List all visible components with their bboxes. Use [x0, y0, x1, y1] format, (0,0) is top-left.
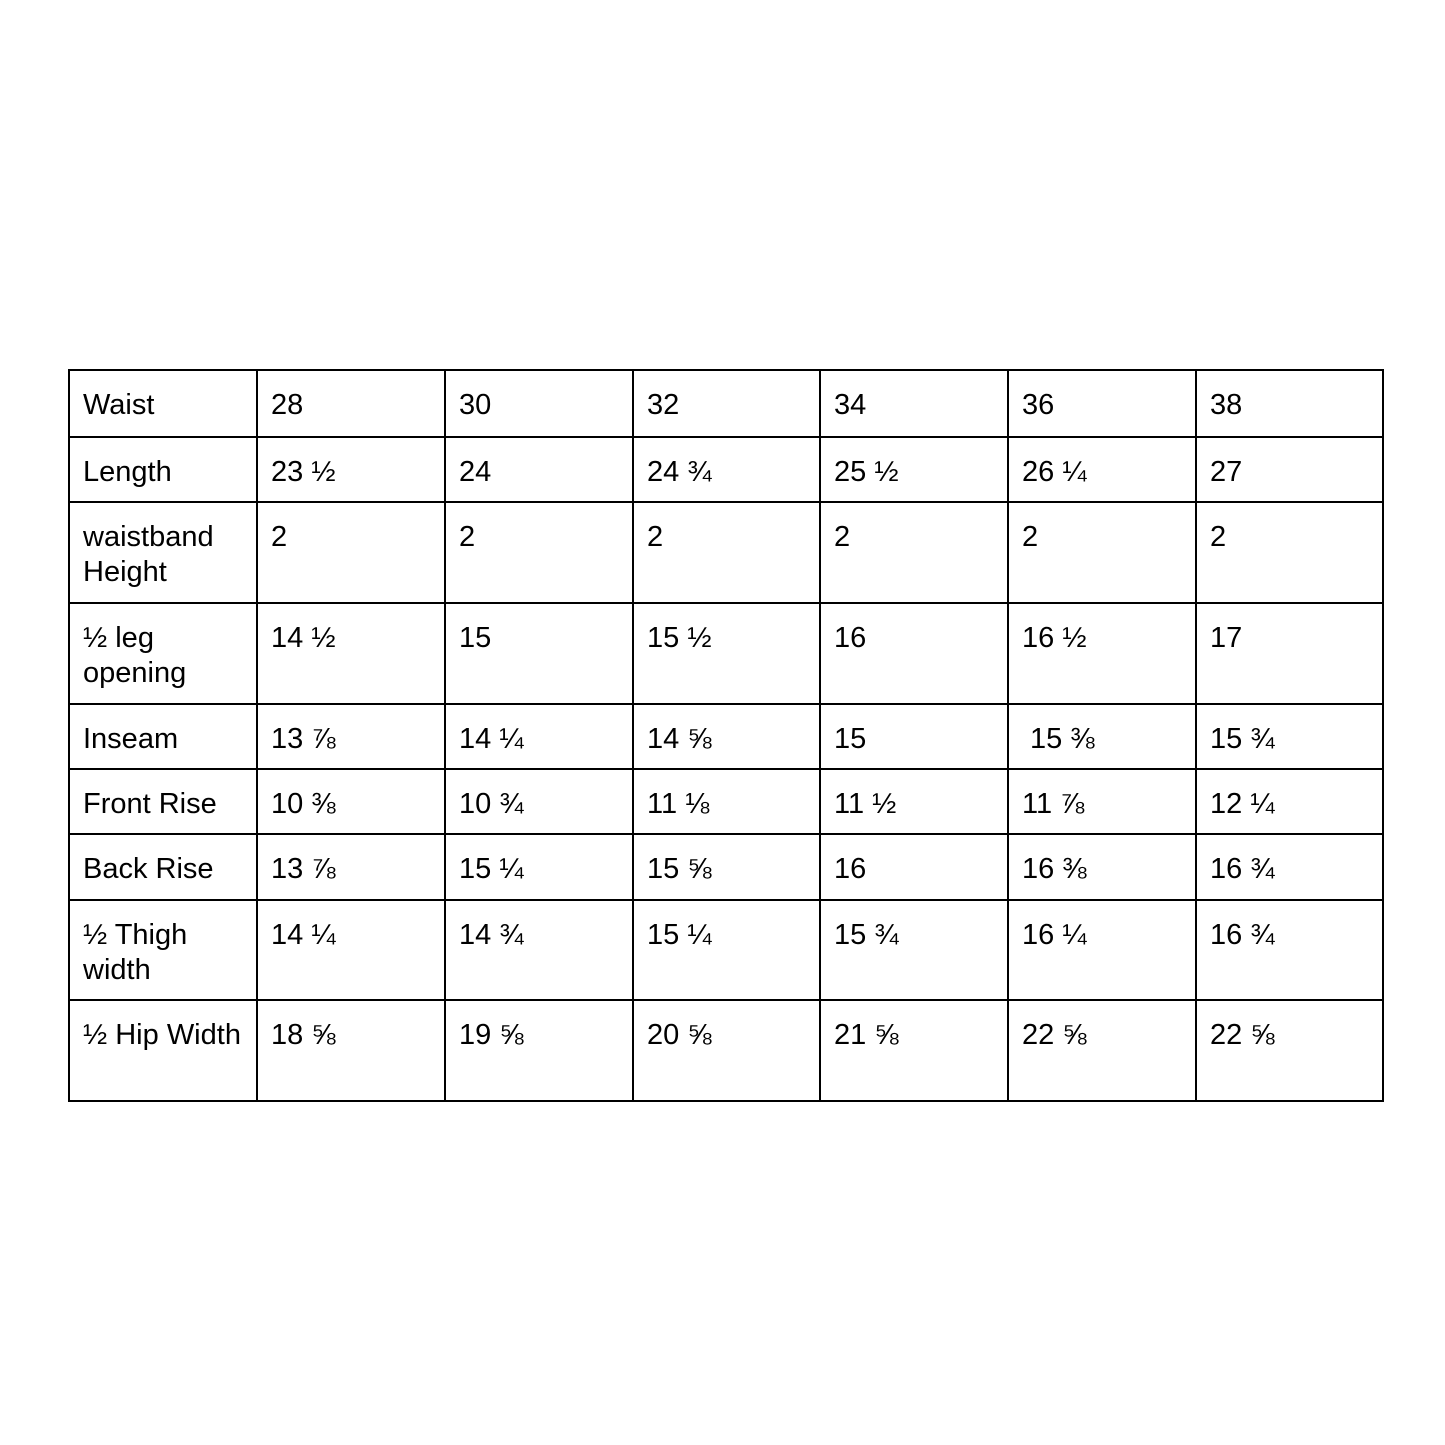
table-cell: 38 — [1196, 370, 1383, 437]
table-cell: 2 — [820, 502, 1008, 603]
row-label: Length — [69, 437, 257, 502]
table-cell: 16 — [820, 603, 1008, 704]
table-cell: 14 ⅝ — [633, 704, 820, 769]
table-cell: 15 ¼ — [633, 900, 820, 1000]
table-cell: 16 ⅜ — [1008, 834, 1196, 900]
row-label: ½ Thigh width — [69, 900, 257, 1000]
table-cell: 15 ¾ — [1196, 704, 1383, 769]
table-cell: 21 ⅝ — [820, 1000, 1008, 1101]
table-cell: 15 ⅜ — [1008, 704, 1196, 769]
table-cell: 13 ⅞ — [257, 834, 445, 900]
table-row-hip-width — [69, 1000, 1383, 1101]
row-label: ½ leg opening — [69, 603, 257, 704]
row-label: Inseam — [69, 704, 257, 769]
table-cell: 34 — [820, 370, 1008, 437]
table-cell: 10 ¾ — [445, 769, 633, 834]
table-cell: 16 ½ — [1008, 603, 1196, 704]
table-cell: 10 ⅜ — [257, 769, 445, 834]
table-cell: 14 ¼ — [445, 704, 633, 769]
row-label: ½ Hip Width — [69, 1000, 257, 1101]
size-chart-table — [68, 369, 1384, 1102]
table-row-waistband-height — [69, 502, 1383, 603]
table-cell: 24 ¾ — [633, 437, 820, 502]
table-cell: 15 ½ — [633, 603, 820, 704]
table-cell: 2 — [1196, 502, 1383, 603]
table-cell: 30 — [445, 370, 633, 437]
row-label: Back Rise — [69, 834, 257, 900]
table-cell: 18 ⅝ — [257, 1000, 445, 1101]
table-cell: 13 ⅞ — [257, 704, 445, 769]
table-cell: 14 ½ — [257, 603, 445, 704]
table-cell: 16 ¾ — [1196, 900, 1383, 1000]
table-row-inseam — [69, 704, 1383, 769]
table-cell: 2 — [633, 502, 820, 603]
table-cell: 22 ⅝ — [1196, 1000, 1383, 1101]
table-cell: 11 ⅛ — [633, 769, 820, 834]
table-cell: 11 ½ — [820, 769, 1008, 834]
table-cell: 17 — [1196, 603, 1383, 704]
table-row-thigh-width — [69, 900, 1383, 1000]
table-cell: 27 — [1196, 437, 1383, 502]
table-cell: 32 — [633, 370, 820, 437]
table-cell: 14 ¾ — [445, 900, 633, 1000]
table-cell: 24 — [445, 437, 633, 502]
table-cell: 22 ⅝ — [1008, 1000, 1196, 1101]
table-row-waist — [69, 370, 1383, 437]
table-cell: 2 — [1008, 502, 1196, 603]
table-cell: 26 ¼ — [1008, 437, 1196, 502]
table-cell: 23 ½ — [257, 437, 445, 502]
row-label: Waist — [69, 370, 257, 437]
table-cell: 25 ½ — [820, 437, 1008, 502]
table-cell: 15 — [445, 603, 633, 704]
table-row-back-rise — [69, 834, 1383, 900]
table-cell: 14 ¼ — [257, 900, 445, 1000]
table-cell: 15 — [820, 704, 1008, 769]
table-cell: 15 ⅝ — [633, 834, 820, 900]
table-cell: 16 ¼ — [1008, 900, 1196, 1000]
table-cell: 19 ⅝ — [445, 1000, 633, 1101]
table-cell: 15 ¼ — [445, 834, 633, 900]
table-cell: 36 — [1008, 370, 1196, 437]
table-cell: 20 ⅝ — [633, 1000, 820, 1101]
table-cell: 2 — [445, 502, 633, 603]
row-label: waistband Height — [69, 502, 257, 603]
table-cell: 28 — [257, 370, 445, 437]
table-cell: 12 ¼ — [1196, 769, 1383, 834]
table-cell: 16 — [820, 834, 1008, 900]
table-cell: 16 ¾ — [1196, 834, 1383, 900]
table-row-length — [69, 437, 1383, 502]
table-cell: 15 ¾ — [820, 900, 1008, 1000]
table-row-front-rise — [69, 769, 1383, 834]
table-row-leg-opening — [69, 603, 1383, 704]
table-cell: 2 — [257, 502, 445, 603]
row-label: Front Rise — [69, 769, 257, 834]
table-cell: 11 ⅞ — [1008, 769, 1196, 834]
